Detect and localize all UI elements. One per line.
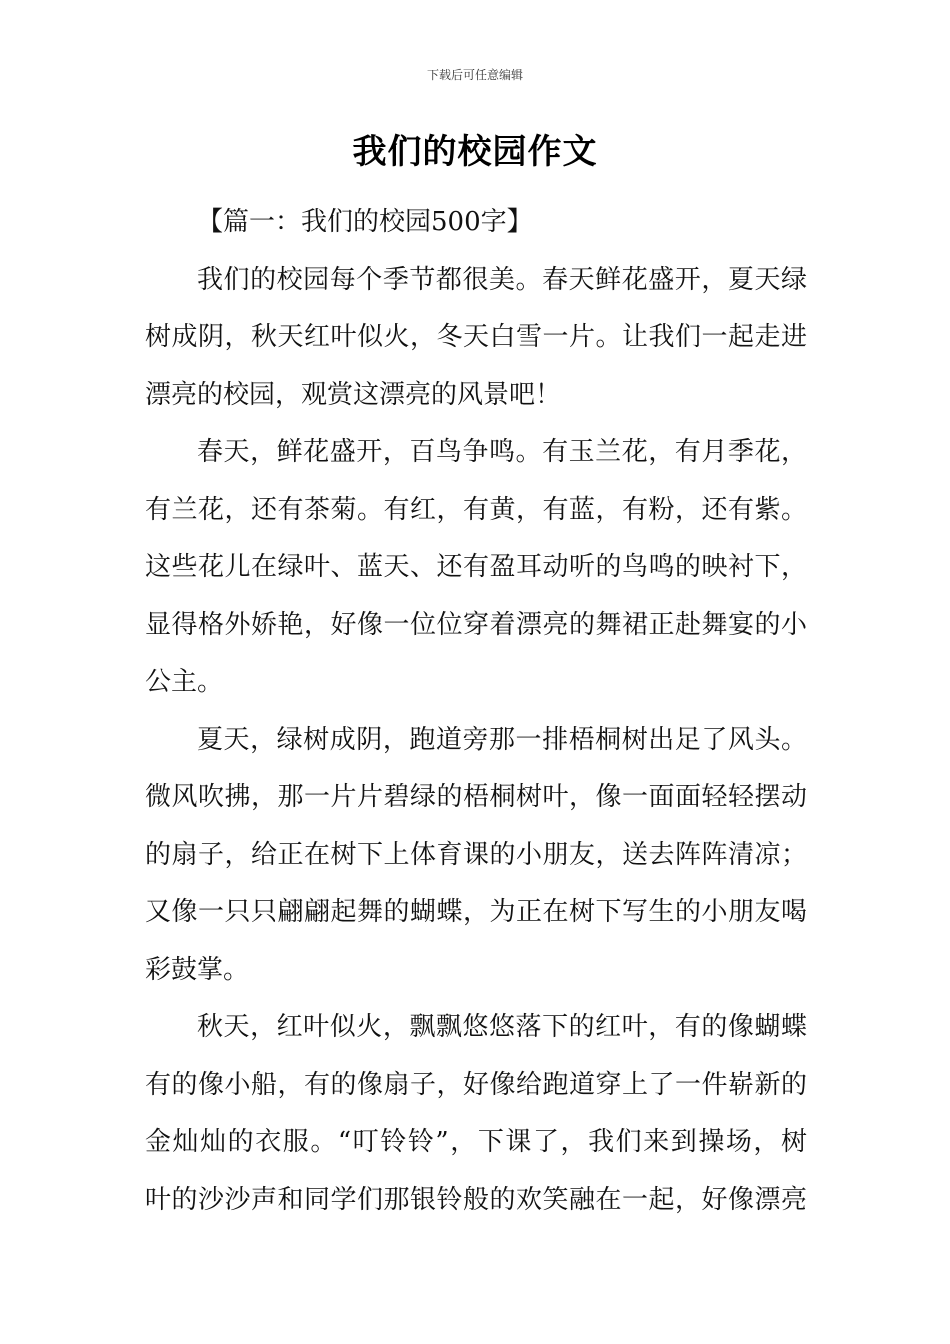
text-line: 显得格外娇艳，好像一位位穿着漂亮的舞裙正赴舞宴的小 — [145, 609, 807, 640]
text-line: 漂亮的校园，观赏这漂亮的风景吧！ — [145, 379, 562, 410]
text-line: 公主。 — [145, 667, 224, 697]
text-line: 微风吹拂，那一片片碧绿的梧桐树叶，像一面面轻轻摆动 — [145, 782, 807, 812]
text-line: 这些花儿在绿叶、蓝天、还有盈耳动听的鸟鸣的映衬下， — [145, 552, 807, 582]
text-line: 的扇子，给正在树下上体育课的小朋友，送去阵阵清凉； — [145, 839, 807, 870]
document-body — [145, 194, 807, 1229]
text-line: 有的像小船，有的像扇子，好像给跑道穿上了一件崭新的 — [145, 1069, 807, 1100]
text-line: 春天，鲜花盛开，百鸟争鸣。有玉兰花，有月季花， — [197, 437, 807, 467]
section-heading: 【篇一：我们的校园500字】 — [197, 207, 533, 237]
text-line: 我们的校园每个季节都很美。春天鲜花盛开，夏天绿 — [197, 264, 807, 295]
text-line: 秋天，红叶似火，飘飘悠悠落下的红叶，有的像蝴蝶 — [197, 1012, 807, 1042]
text-line: 树成阴，秋天红叶似火，冬天白雪一片。让我们一起走进 — [145, 322, 807, 352]
text-line: 金灿灿的衣服。“叮铃铃”，下课了，我们来到操场，树 — [145, 1127, 807, 1157]
text-line: 夏天，绿树成阴，跑道旁那一排梧桐树出足了风头。 — [197, 724, 807, 755]
document-title: 我们的校园作文 — [352, 132, 598, 172]
text-line: 又像一只只翩翩起舞的蝴蝶，为正在树下写生的小朋友喝 — [145, 897, 807, 927]
text-line: 叶的沙沙声和同学们那银铃般的欢笑融在一起，好像漂亮 — [145, 1184, 807, 1215]
header-note: 下载后可任意编辑 — [426, 68, 523, 82]
text-line: 彩鼓掌。 — [145, 954, 250, 985]
text-line: 有兰花，还有茶菊。有红，有黄，有蓝，有粉，还有紫。 — [145, 494, 807, 525]
